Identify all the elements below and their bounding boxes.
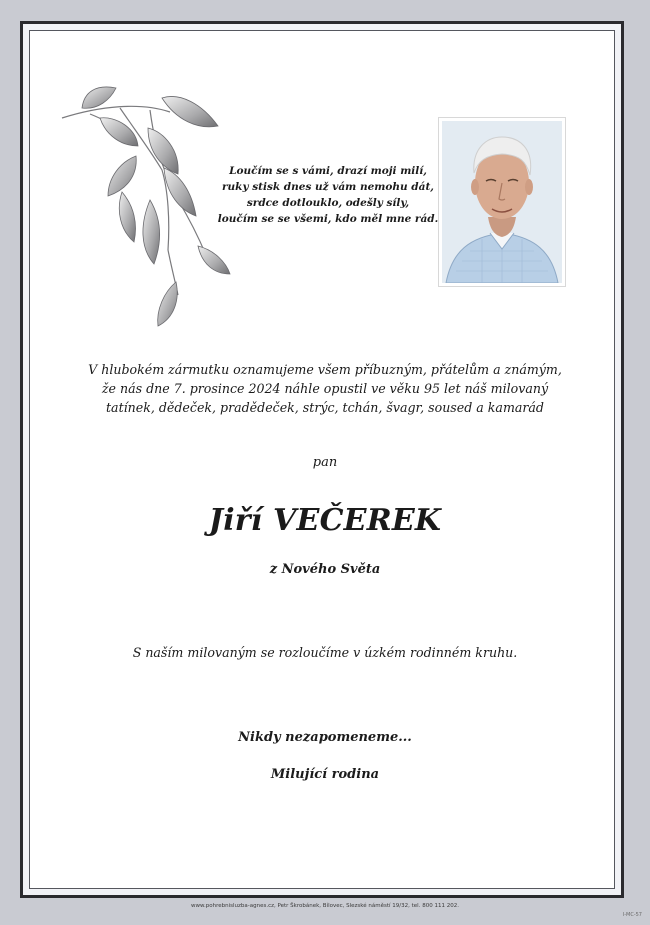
portrait-photo (438, 117, 566, 287)
print-code: I-MC-57 (622, 912, 642, 918)
farewell-poem (196, 163, 460, 227)
poem-line: ruky stisk dnes už vám nemohu dát, (222, 181, 434, 193)
announcement-line: že nás dne 7. prosince 2024 náhle opustil ve věku 95 let náš milovaný (101, 381, 549, 396)
funeral-service-footer: www.pohrebnisluzba-agnes.cz, Petr Škrobánek, Bílovec, Slezské náměstí 19/32, tel. 800 111 202. (191, 903, 459, 909)
announcement-line: tatínek, dědeček, pradědeček, strýc, tchán, švagr, soused a kamarád (106, 400, 544, 415)
poem-line: loučím se se všemi, kdo měl mne rád. (217, 213, 439, 225)
deceased-name: Jiří VEČEREK (208, 503, 442, 538)
announcement-text (40, 360, 610, 417)
closing-text: Nikdy nezapomeneme... (238, 730, 412, 745)
origin-text: z Nového Světa (269, 562, 381, 577)
poem-line: srdce dotlouklo, odešly síly, (246, 197, 410, 209)
signature-text: Milující rodina (270, 767, 380, 782)
announcement-line: V hlubokém zármutku oznamujeme všem příbuzným, přátelům a známým, (88, 362, 562, 377)
poem-line: Loučím se s vámi, drazí moji milí, (229, 165, 427, 177)
farewell-text: S naším milovaným se rozloučíme v úzkém rodinném kruhu. (132, 645, 518, 660)
title-word: pan (312, 455, 338, 470)
